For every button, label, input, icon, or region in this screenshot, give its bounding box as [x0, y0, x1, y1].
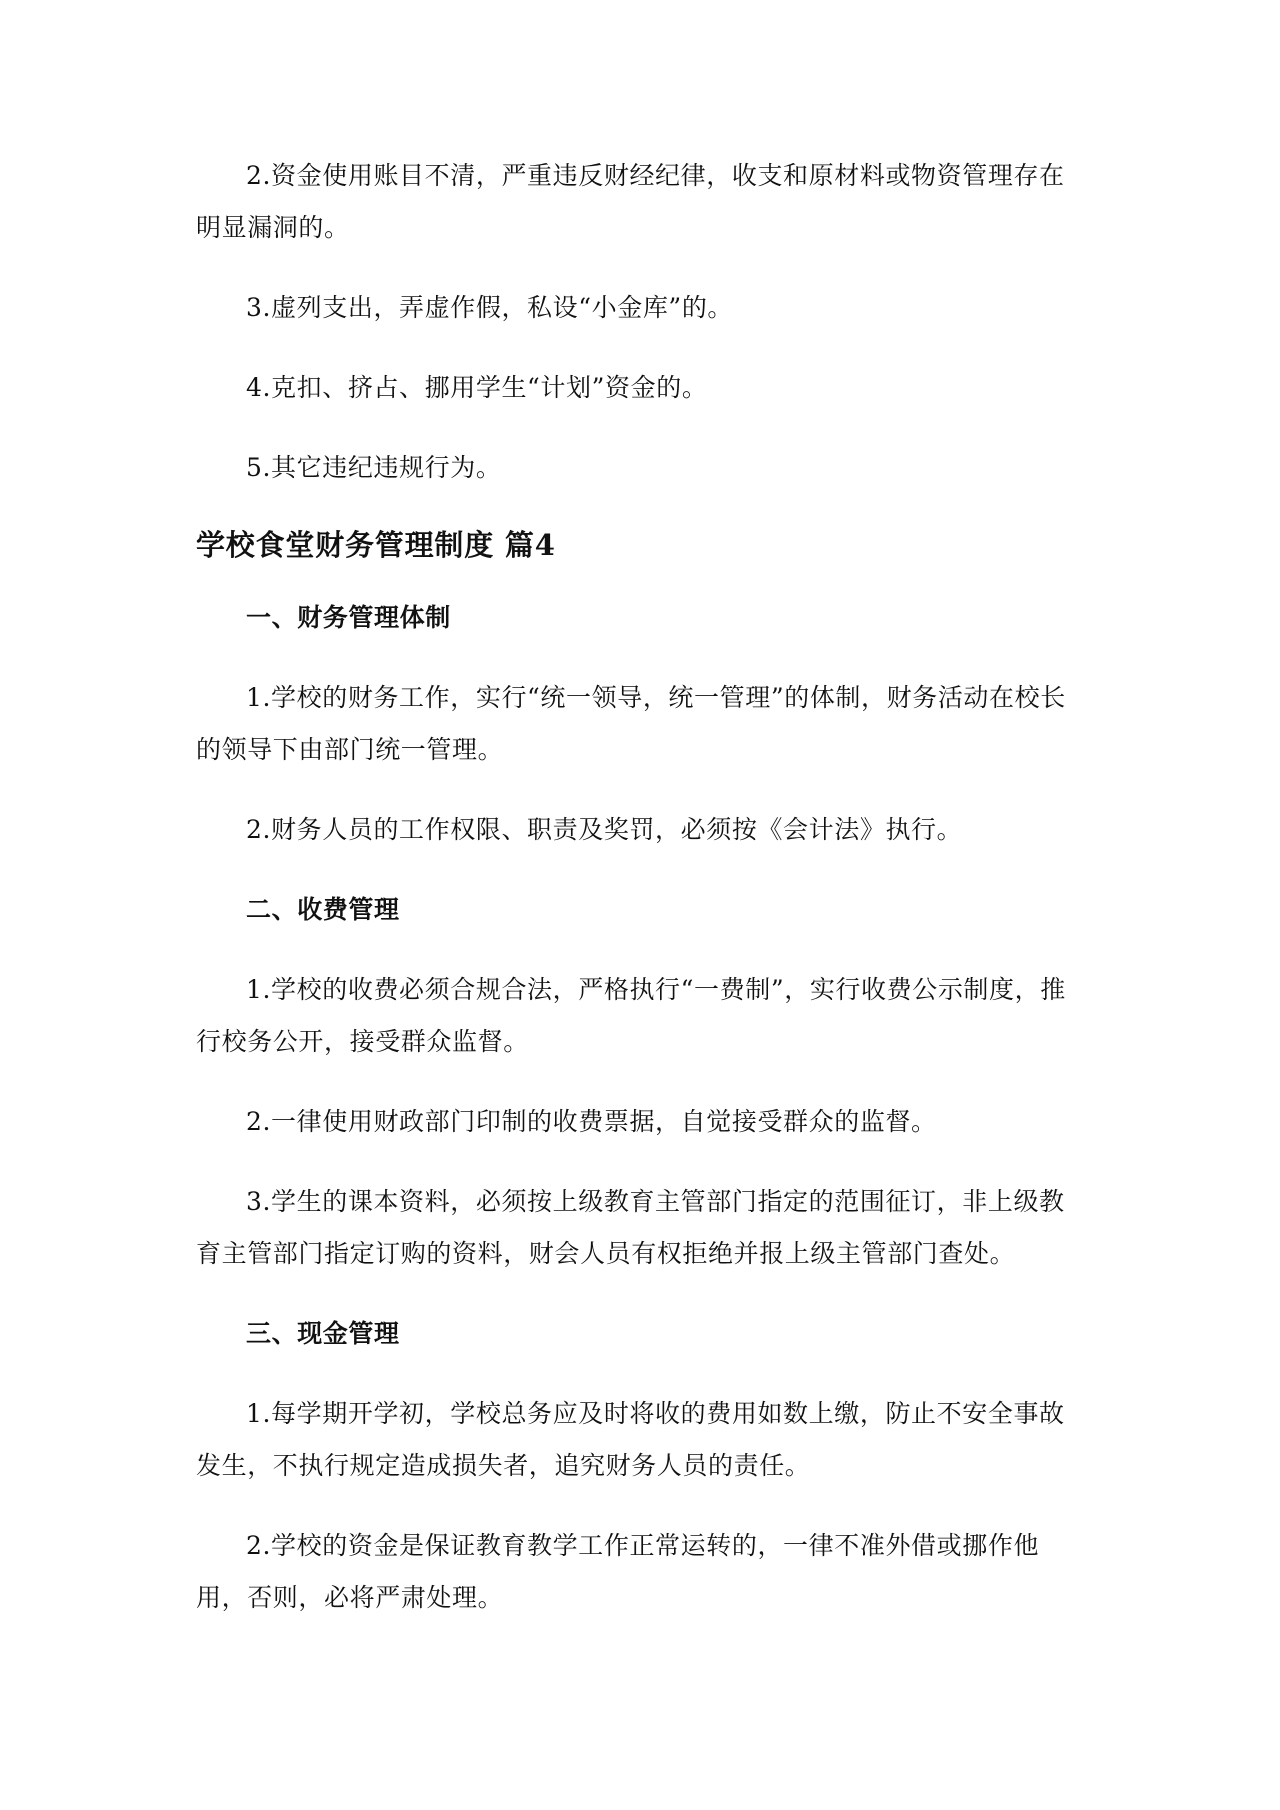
- paragraph: 1.每学期开学初，学校总务应及时将收的费用如数上缴，防止不安全事故发生，不执行规定造成损失者，追究财务人员的责任。: [196, 1399, 1065, 1480]
- paragraph: 2.一律使用财政部门印制的收费票据，自觉接受群众的监督。: [246, 1107, 937, 1136]
- paragraph: 2.财务人员的工作权限、职责及奖罚，必须按《会计法》执行。: [246, 815, 963, 844]
- paragraph: 5.其它违纪违规行为。: [246, 453, 502, 482]
- paragraph: 1.学校的收费必须合规合法，严格执行“一费制”，实行收费公示制度，推行校务公开，接受群众监督。: [196, 975, 1066, 1056]
- section-heading: 三、现金管理: [246, 1319, 400, 1348]
- section-title: 学校食堂财务管理制度 篇4: [196, 528, 556, 562]
- paragraph: 4.克扣、挤占、挪用学生“计划”资金的。: [246, 373, 708, 402]
- paragraph: 3.虚列支出，弄虚作假，私设“小金库”的。: [246, 293, 734, 322]
- paragraph: 3.学生的课本资料，必须按上级教育主管部门指定的范围征订，非上级教育主管部门指定订购的资料，财会人员有权拒绝并报上级主管部门查处。: [196, 1187, 1065, 1268]
- paragraph: 2.资金使用账目不清，严重违反财经纪律，收支和原材料或物资管理存在明显漏洞的。: [196, 161, 1065, 242]
- paragraph: 1.学校的财务工作，实行“统一领导，统一管理”的体制，财务活动在校长的领导下由部门统一管理。: [196, 683, 1066, 764]
- paragraph: 2.学校的资金是保证教育教学工作正常运转的，一律不准外借或挪作他用，否则，必将严肃处理。: [196, 1531, 1040, 1612]
- section-heading: 二、收费管理: [246, 895, 400, 924]
- section-heading: 一、财务管理体制: [246, 603, 451, 632]
